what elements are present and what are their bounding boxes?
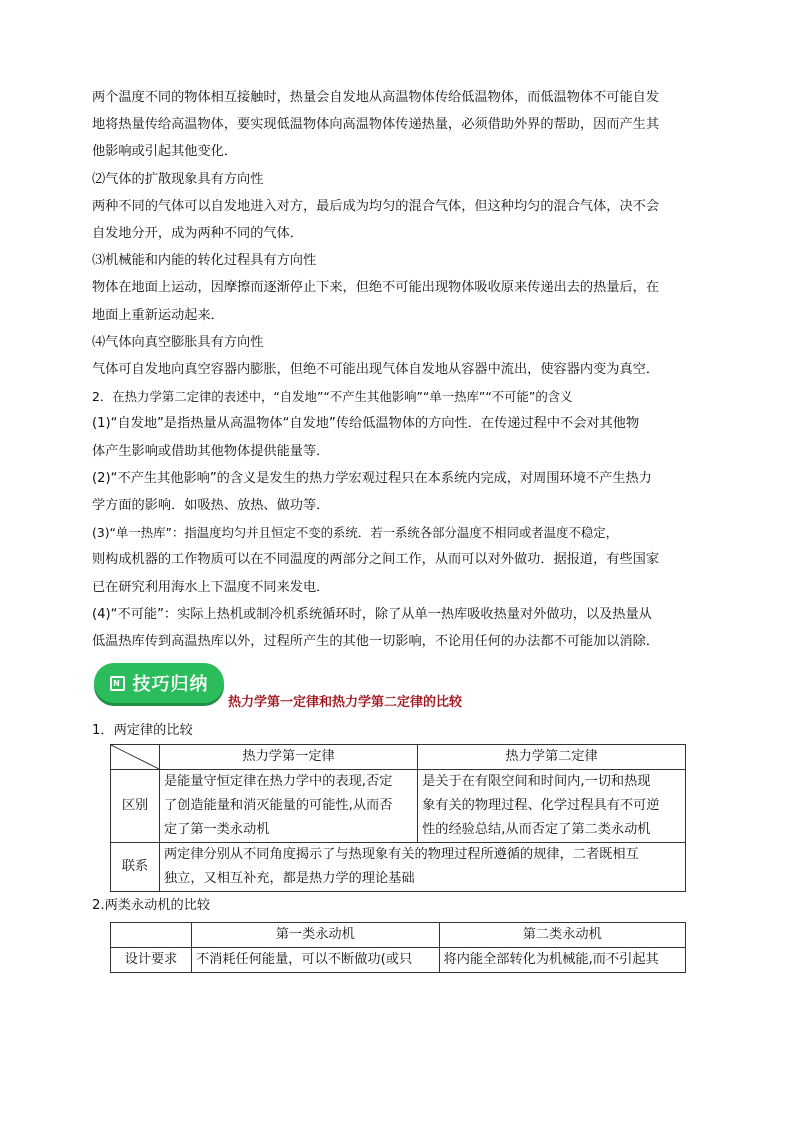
subheading: ⑵气体的扩散现象具有方向性 bbox=[92, 171, 264, 187]
cell-line: 象有关的物理过程、化学过程具有不可逆 bbox=[422, 798, 660, 814]
paragraph-line: 两种不同的气体可以自发地进入对方，最后成为均匀的混合气体，但这种均匀的混合气体，决不会 bbox=[92, 198, 660, 214]
cell-line: 独立，又相互补充，都是热力学的理论基础 bbox=[164, 871, 415, 887]
table-row bbox=[111, 947, 686, 972]
row-label-link: 联系 bbox=[111, 843, 160, 892]
paragraph-line: 地面上重新运动起来． bbox=[92, 307, 224, 323]
tips-badge-label: 技巧归纳 bbox=[132, 674, 209, 696]
paragraph-line: (4)“不可能”：实际上热机或制冷机系统循环时，除了从单一热库吸收热量对外做功，以及热量从 bbox=[92, 606, 652, 622]
subheading: ⑷气体向真空膨胀具有方向性 bbox=[92, 334, 264, 350]
paragraph-line: 气体可自发地向真空容器内膨胀，但绝不可能出现气体自发地从容器中流出，使容器内变为真空． bbox=[92, 362, 660, 378]
paragraph-line: 他影响或引起其他变化． bbox=[92, 144, 238, 160]
section1-title: 1．两定律的比较 bbox=[92, 723, 193, 739]
paragraph-line: (1)“自发地”是指热量从高温物体“自发地”传给低温物体的方向性．在传递过程中不会对其他物 bbox=[92, 416, 640, 432]
paragraph-line: 体产生影响或借助其他物体提供能量等． bbox=[92, 443, 330, 459]
page-content bbox=[92, 84, 704, 973]
tips-icon: N bbox=[110, 676, 125, 691]
tips-badge bbox=[94, 663, 224, 703]
cell-line: 是能量守恒定律在热力学中的表现,否定 bbox=[164, 774, 393, 790]
table-row bbox=[111, 770, 686, 843]
cell-link bbox=[160, 843, 686, 892]
row-label-diff: 区别 bbox=[111, 770, 160, 843]
paragraph-line: 已在研究利用海水上下温度不同来发电． bbox=[92, 579, 330, 595]
tips-subtitle: 热力学第一定律和热力学第二定律的比较 bbox=[228, 695, 463, 711]
header-first-kind: 第一类永动机 bbox=[192, 922, 440, 947]
section2-title: 2.两类永动机的比较 bbox=[92, 898, 211, 914]
cell-first-law bbox=[160, 770, 418, 843]
paragraph-line: 物体在地面上运动，因摩擦而逐渐停止下来，但绝不可能出现物体吸收原来传递出去的热量后，在 bbox=[92, 280, 660, 296]
paragraph-line: 则构成机器的工作物质可以在不同温度的两部分之间工作，从而可以对外做功．据报道，有些国家 bbox=[92, 552, 660, 568]
cell-line: 性的经验总结,从而否定了第二类永动机 bbox=[422, 822, 651, 838]
table-header-row bbox=[111, 745, 686, 770]
paragraph-line: (2)“不产生其他影响”的含义是发生的热力学宏观过程只在本系统内完成，对周围环境不产生热力 bbox=[92, 470, 652, 486]
table-row bbox=[111, 843, 686, 892]
header-second-law: 热力学第二定律 bbox=[418, 745, 686, 770]
cell-first-kind: 不消耗任何能量，可以不断做功(或只 bbox=[192, 947, 440, 972]
diagonal-header-cell bbox=[111, 745, 160, 770]
header-first-law: 热力学第一定律 bbox=[160, 745, 418, 770]
diagonal-line bbox=[111, 745, 159, 769]
paragraph-line: 两个温度不同的物体相互接触时，热量会自发地从高温物体传给低温物体，而低温物体不可能自发 bbox=[92, 90, 660, 105]
paragraph-line: 自发地分开，成为两种不同的气体． bbox=[92, 226, 303, 242]
cell-line: 定了第一类永动机 bbox=[164, 822, 270, 838]
row-label-design: 设计要求 bbox=[111, 947, 192, 972]
paragraph-line: 低温热库传到高温热库以外，过程所产生的其他一切影响，不论用任何的办法都不可能加以消除． bbox=[92, 634, 660, 650]
paragraph-line: 学方面的影响．如吸热、放热、做功等． bbox=[92, 498, 330, 514]
cell-line: 了创造能量和消灭能量的可能性,从而否 bbox=[164, 798, 393, 814]
law-comparison-table bbox=[110, 744, 686, 892]
tips-section-header bbox=[92, 663, 704, 717]
subheading: ⑶机械能和内能的转化过程具有方向性 bbox=[92, 253, 317, 269]
cell-line: 两定律分别从不同角度揭示了与热现象有关的物理过程所遵循的规律，二者既相互 bbox=[164, 847, 639, 863]
cell-second-law bbox=[418, 770, 686, 843]
paragraph-line: 地将热量传给高温物体，要实现低温物体向高温物体传递热量，必须借助外界的帮助，因而产生其 bbox=[92, 117, 660, 133]
paragraph-line: (3)“单一热库”：指温度均匀并且恒定不变的系统．若一系统各部分温度不相同或者温度不稳定， bbox=[92, 525, 619, 541]
paragraph-line: 2．在热力学第二定律的表述中，“自发地”“不产生其他影响”“单一热库”“不可能”的含义 bbox=[92, 389, 573, 405]
cell-line: 是关于在有限空间和时间内,一切和热现 bbox=[422, 774, 651, 790]
table-header-row bbox=[111, 922, 686, 947]
empty-header-cell bbox=[111, 922, 192, 947]
cell-second-kind: 将内能全部转化为机械能,而不引起其 bbox=[439, 947, 685, 972]
perpetual-motion-table bbox=[110, 922, 686, 973]
header-second-kind: 第二类永动机 bbox=[439, 922, 685, 947]
